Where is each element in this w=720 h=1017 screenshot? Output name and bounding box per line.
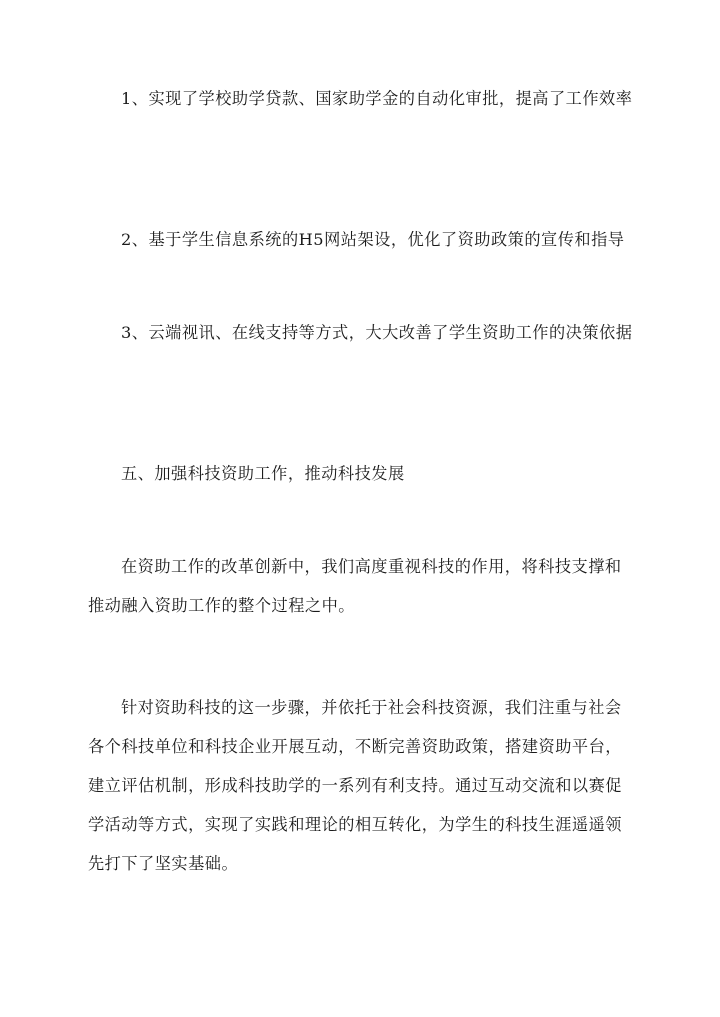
list-item-2: 2、基于学生信息系统的H5网站架设，优化了资助政策的宣传和指导 — [121, 230, 625, 249]
list-item-1: 1、实现了学校助学贷款、国家助学金的自动化审批，提高了工作效率 — [121, 89, 633, 108]
section-heading: 五、加强科技资助工作，推动科技发展 — [121, 464, 405, 483]
body-paragraph-1: 在资助工作的改革创新中，我们高度重视科技的作用，将科技支撑和推动融入资助工作的整个过程之中。 — [88, 557, 622, 615]
list-item-3: 3、云端视讯、在线支持等方式，大大改善了学生资助工作的决策依据 — [121, 323, 633, 342]
body-paragraph-2: 针对资助科技的这一步骤，并依托于社会科技资源，我们注重与社会各个科技单位和科技企业开展互动，不断完善资助政策，搭建资助平台，建立评估机制，形成科技助学的一系列有利支持。通过互动交流和以赛促学活动等方式，实现了实践和理论的相互转化，为学生的科技生涯遥遥领先打下了坚实基础。 — [88, 698, 622, 873]
